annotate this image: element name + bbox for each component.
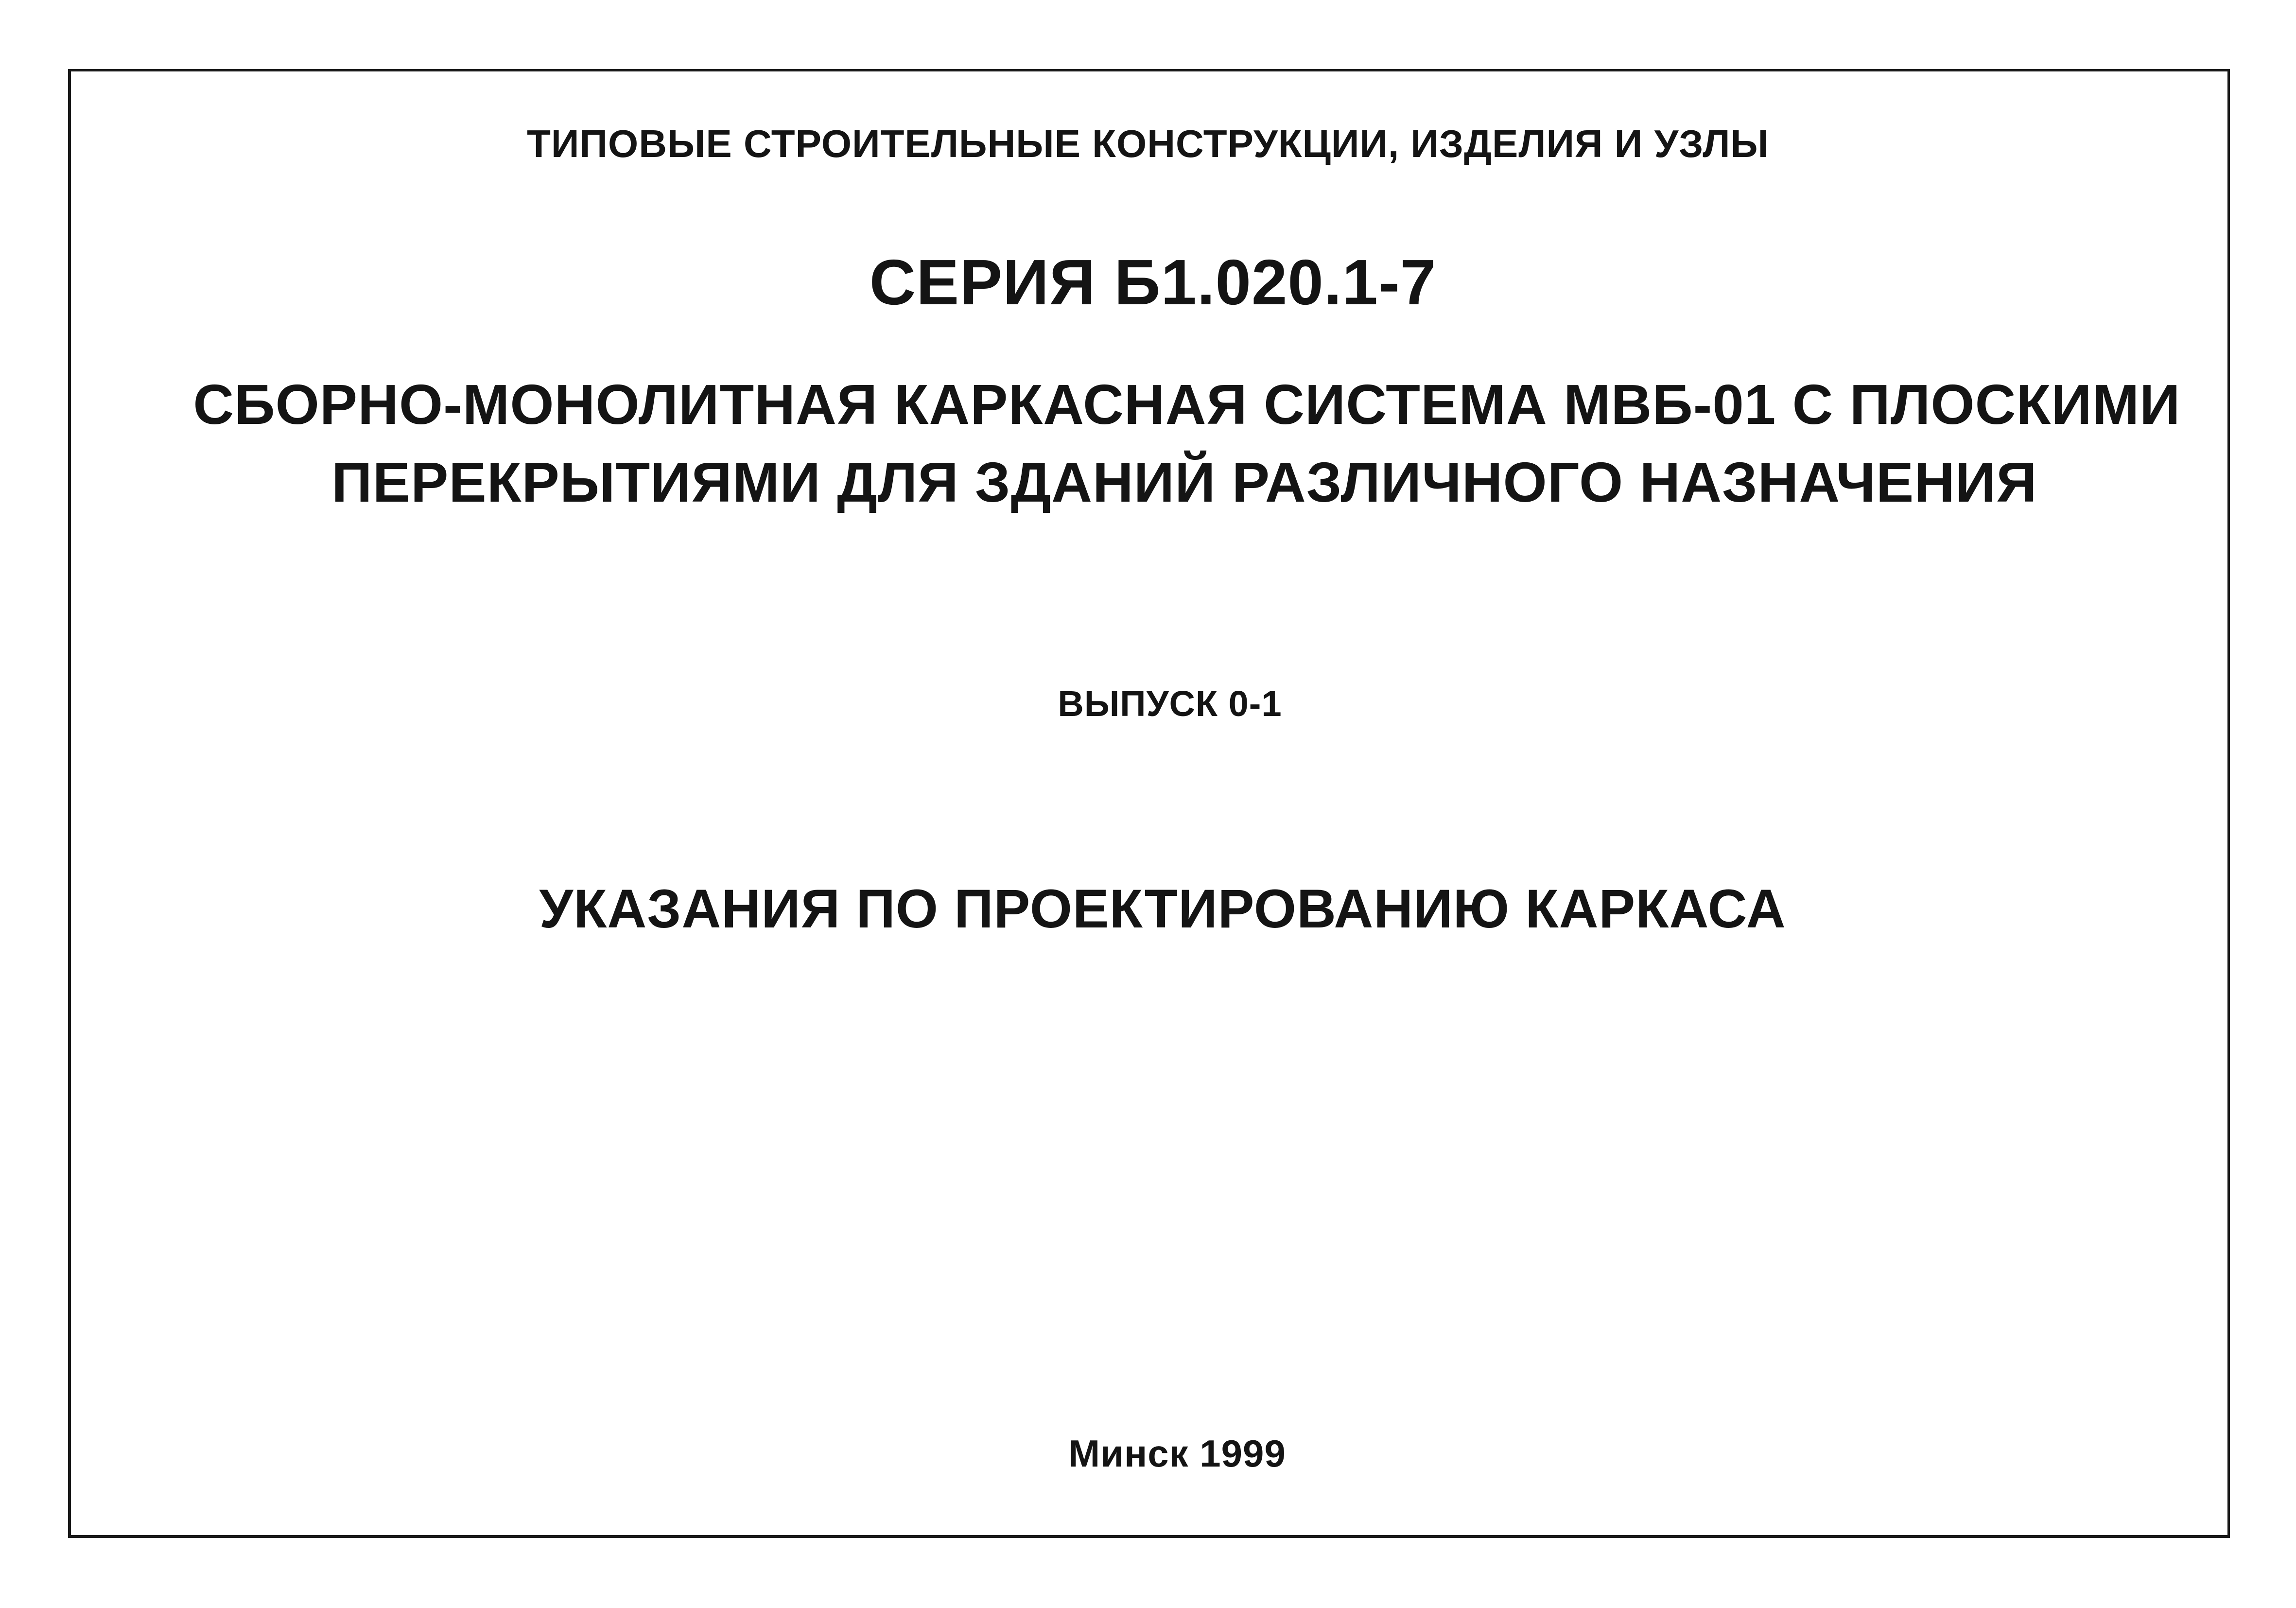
document-title-line-1: СБОРНО-МОНОЛИТНАЯ КАРКАСНАЯ СИСТЕМА МВБ-01 С ПЛОСКИМИ bbox=[193, 373, 2181, 436]
collection-heading: ТИПОВЫЕ СТРОИТЕЛЬНЫЕ КОНСТРУКЦИИ, ИЗДЕЛИЯ И УЗЛЫ bbox=[527, 122, 1769, 165]
document-subtitle: УКАЗАНИЯ ПО ПРОЕКТИРОВАНИЮ КАРКАСА bbox=[539, 878, 1786, 939]
place-and-year: Минск 1999 bbox=[1068, 1432, 1286, 1475]
issue-number: ВЫПУСК 0-1 bbox=[1058, 683, 1282, 724]
document-title-line-2: ПЕРЕКРЫТИЯМИ ДЛЯ ЗДАНИЙ РАЗЛИЧНОГО НАЗНАЧЕНИЯ bbox=[331, 451, 2037, 514]
series-number: СЕРИЯ Б1.020.1-7 bbox=[869, 246, 1437, 318]
